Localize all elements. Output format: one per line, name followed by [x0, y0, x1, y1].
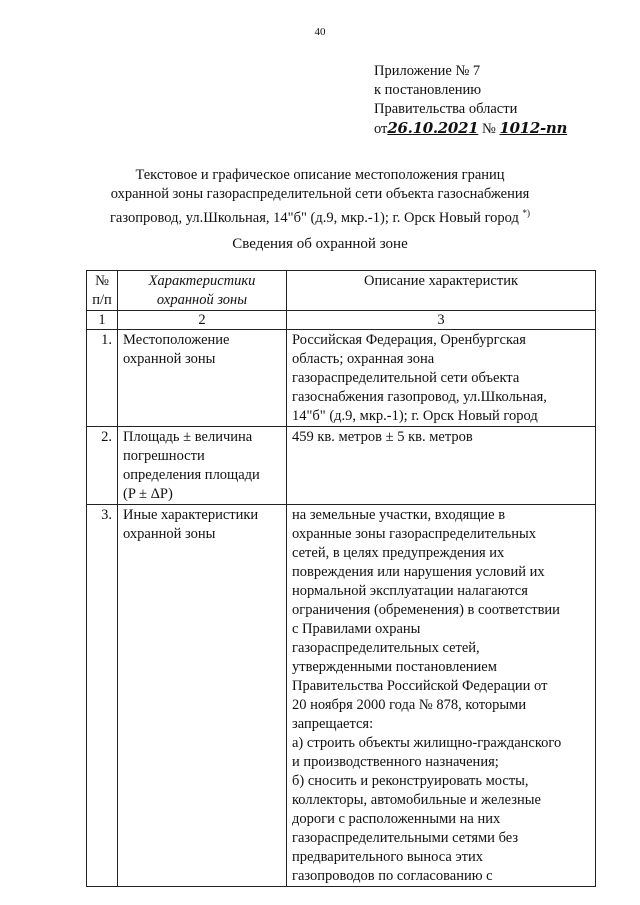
text-line: и производственного назначения; [292, 754, 499, 770]
row-number: 3. [87, 505, 118, 887]
zone-table [86, 270, 596, 887]
text-line: газопроводов по согласованию с [292, 868, 493, 884]
appendix-line-4 [374, 119, 567, 139]
text-line: коллекторы, автомобильные и железные [292, 792, 541, 808]
column-number: 1 [87, 311, 118, 330]
appendix-line-3: Правительства области [374, 101, 518, 117]
text-line: на земельные участки, входящие в [292, 507, 506, 523]
row-description [287, 505, 596, 887]
table-row [87, 505, 596, 887]
header-description: Описание характеристик [287, 271, 596, 311]
row-description [287, 330, 596, 427]
row-number: 2. [87, 427, 118, 505]
header-number-line-2: п/п [92, 292, 112, 308]
row-description [287, 427, 596, 505]
text-line: Иные характеристики [123, 507, 259, 523]
text-line: а) строить объекты жилищно-гражданского [292, 735, 562, 751]
text-line: Российская Федерация, Оренбургская [292, 332, 526, 348]
column-number: 3 [287, 311, 596, 330]
page-number: 40 [314, 26, 326, 38]
text-line: дороги с расположенными на них [292, 811, 501, 827]
appendix-block [374, 62, 567, 139]
table-header-row [87, 271, 596, 311]
text-line: Площадь ± величина [123, 429, 253, 445]
text-line: б) сносить и реконструировать мосты, [292, 773, 529, 789]
text-line: запрещается: [292, 716, 374, 732]
appendix-line-1: Приложение № 7 [374, 63, 481, 79]
title-line-3-text: газопровод, ул.Школьная, 14"б" (д.9, мкр.-1); г. Орск Новый город [109, 209, 519, 226]
header-characteristics-line-1: Характеристики [148, 273, 256, 289]
text-line: ограничения (обременения) в соответствии [292, 602, 560, 618]
header-number [87, 271, 118, 311]
table-row [87, 427, 596, 505]
header-number-line-1: № [95, 273, 109, 289]
title-line-2: охранной зоны газораспределительной сети объекта газоснабжения [110, 186, 530, 202]
table-row [87, 330, 596, 427]
text-line: погрешности [123, 448, 205, 464]
text-line: газораспределительными сетями без [292, 830, 519, 846]
document-title [60, 166, 580, 228]
text-line: газораспределительной сети объекта [292, 370, 520, 386]
text-line: охранной зоны [123, 526, 216, 542]
footnote-mark: *) [522, 208, 530, 218]
text-line: сетей, в целях предупреждения их [292, 545, 505, 561]
title-line-3 [60, 204, 580, 228]
column-number-row [87, 311, 596, 330]
row-characteristic [118, 330, 287, 427]
text-line: повреждения или нарушения условий их [292, 564, 545, 580]
header-characteristics [118, 271, 287, 311]
column-number: 2 [118, 311, 287, 330]
text-line: 459 кв. метров ± 5 кв. метров [292, 429, 473, 445]
text-line: газораспределительных сетей, [292, 640, 480, 656]
text-line: Местоположение [123, 332, 230, 348]
appendix-from-label: от [374, 121, 388, 137]
text-line: 14"б" (д.9, мкр.-1); г. Орск Новый город [292, 408, 538, 424]
text-line: утвержденными постановлением [292, 659, 497, 675]
text-line: охранной зоны [123, 351, 216, 367]
appendix-number-sign: № [481, 121, 496, 137]
appendix-line-2: к постановлению [374, 82, 482, 98]
appendix-date: 26.10.2021 [387, 119, 479, 137]
row-characteristic [118, 427, 287, 505]
text-line: (P ± ΔP) [123, 486, 173, 502]
text-line: 20 ноября 2000 года № 878, которыми [292, 697, 527, 713]
text-line: область; охранная зона [292, 351, 435, 367]
appendix-number: 1012-пп [499, 119, 568, 137]
text-line: определения площади [123, 467, 260, 483]
title-line-1: Текстовое и графическое описание местоположения границ [135, 167, 505, 183]
header-characteristics-line-2: охранной зоны [156, 292, 248, 308]
text-line: Правительства Российской Федерации от [292, 678, 548, 694]
text-line: нормальной эксплуатации налагаются [292, 583, 528, 599]
text-line: предварительного выноса этих [292, 849, 484, 865]
row-number: 1. [87, 330, 118, 427]
text-line: с Правилами охраны [292, 621, 421, 637]
text-line: газоснабжения газопровод, ул.Школьная, [292, 389, 547, 405]
row-characteristic [118, 505, 287, 887]
text-line: охранные зоны газораспределительных [292, 526, 537, 542]
section-heading: Сведения об охранной зоне [232, 236, 408, 252]
